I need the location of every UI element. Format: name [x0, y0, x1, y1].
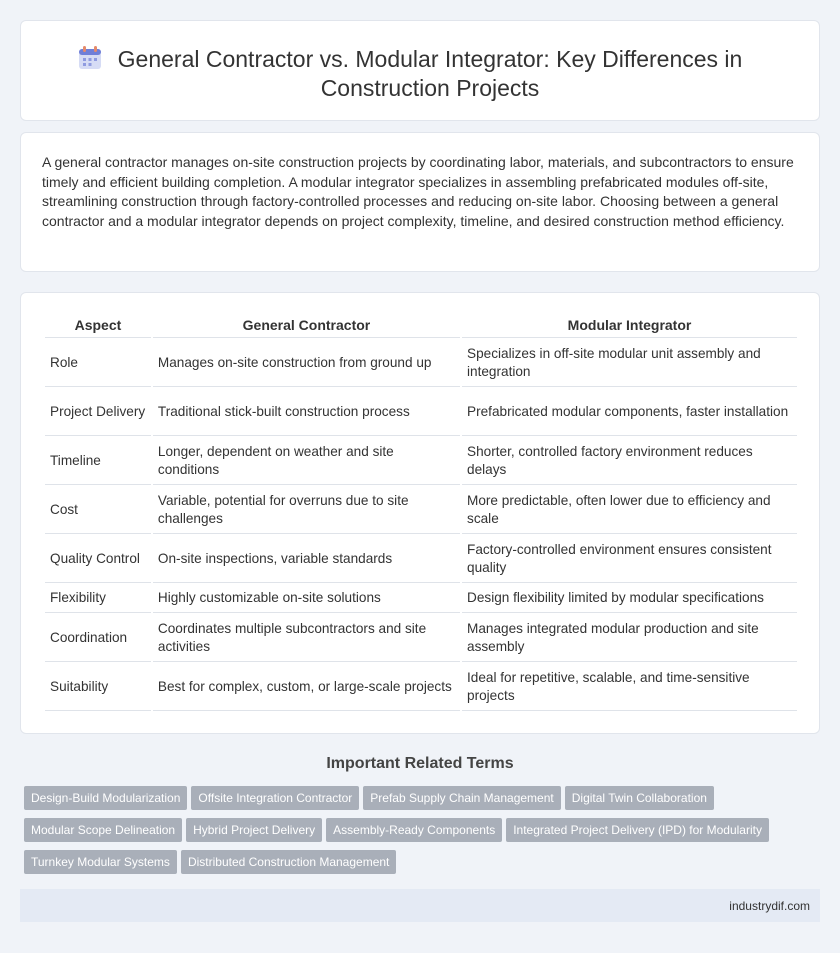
header-card [20, 20, 820, 121]
table-cell-aspect: Role [45, 338, 151, 387]
table-cell-modular-integrator: Factory-controlled environment ensures consistent quality [462, 534, 797, 583]
related-term-tag[interactable]: Prefab Supply Chain Management [363, 786, 560, 810]
related-terms-title: Important Related Terms [326, 755, 514, 772]
related-term-tag[interactable]: Offsite Integration Contractor [191, 786, 359, 810]
table-header-row [45, 315, 797, 338]
table-row [45, 485, 797, 534]
table-row [45, 662, 797, 711]
table-cell-aspect: Cost [45, 485, 151, 534]
table-cell-aspect: Quality Control [45, 534, 151, 583]
page-title-line2: Construction Projects [320, 75, 540, 101]
table-cell-general-contractor: Best for complex, custom, or large-scale projects [153, 662, 460, 711]
table-cell-aspect: Project Delivery [45, 387, 151, 436]
related-term-tag[interactable]: Digital Twin Collaboration [565, 786, 714, 810]
table-row [45, 436, 797, 485]
header-modular-integrator: Modular Integrator [462, 315, 797, 338]
table-cell-modular-integrator: Shorter, controlled factory environment reduces delays [462, 436, 797, 485]
related-term-tag[interactable]: Distributed Construction Management [181, 850, 396, 874]
related-term-tag[interactable]: Integrated Project Delivery (IPD) for Modularity [506, 818, 769, 842]
table-cell-modular-integrator: More predictable, often lower due to efficiency and scale [462, 485, 797, 534]
table-cell-general-contractor: Coordinates multiple subcontractors and site activities [153, 613, 460, 662]
comparison-table [43, 315, 799, 711]
comparison-table-card [20, 292, 820, 734]
related-term-tag[interactable]: Assembly-Ready Components [326, 818, 502, 842]
page-title-line1: General Contractor vs. Modular Integrator: Key Differences in [117, 46, 743, 72]
table-cell-general-contractor: Variable, potential for overruns due to site challenges [153, 485, 460, 534]
page-title [78, 45, 763, 103]
table-cell-modular-integrator: Manages integrated modular production and site assembly [462, 613, 797, 662]
related-term-tag[interactable]: Modular Scope Delineation [24, 818, 182, 842]
table-cell-general-contractor: Longer, dependent on weather and site conditions [153, 436, 460, 485]
table-cell-general-contractor: Manages on-site construction from ground up [153, 338, 460, 387]
related-term-tag[interactable]: Hybrid Project Delivery [186, 818, 322, 842]
footer [20, 889, 820, 922]
header-aspect: Aspect [45, 315, 151, 338]
table-cell-aspect: Coordination [45, 613, 151, 662]
table-row [45, 583, 797, 613]
table-cell-modular-integrator: Design flexibility limited by modular specifications [462, 583, 797, 613]
footer-site-link[interactable]: industrydif.com [729, 899, 810, 913]
table-cell-modular-integrator: Prefabricated modular components, faster installation [462, 387, 797, 436]
table-row [45, 387, 797, 436]
table-row [45, 338, 797, 387]
related-term-tag[interactable]: Turnkey Modular Systems [24, 850, 177, 874]
table-cell-general-contractor: On-site inspections, variable standards [153, 534, 460, 583]
table-row [45, 534, 797, 583]
table-cell-aspect: Suitability [45, 662, 151, 711]
header-general-contractor: General Contractor [153, 315, 460, 338]
intro-text: A general contractor manages on-site construction projects by coordinating labor, materials, and subcontractors to ensure timely and efficient building completion. A modular integrator specializes in assembling prefabricated modules off-site, streamlining construction through factory-controlled processes and reducing on-site labor. Choosing between a general contractor and a modular integrator depends on project complexity, timeline, and desired construction method efficiency. [42, 154, 794, 229]
table-cell-aspect: Timeline [45, 436, 151, 485]
table-cell-modular-integrator: Specializes in off-site modular unit assembly and integration [462, 338, 797, 387]
table-cell-general-contractor: Traditional stick-built construction process [153, 387, 460, 436]
related-term-tag[interactable]: Design-Build Modularization [24, 786, 187, 810]
related-terms-list [24, 786, 814, 882]
table-cell-aspect: Flexibility [45, 583, 151, 613]
intro-card [20, 132, 820, 272]
table-row [45, 613, 797, 662]
table-cell-modular-integrator: Ideal for repetitive, scalable, and time-sensitive projects [462, 662, 797, 711]
table-cell-general-contractor: Highly customizable on-site solutions [153, 583, 460, 613]
